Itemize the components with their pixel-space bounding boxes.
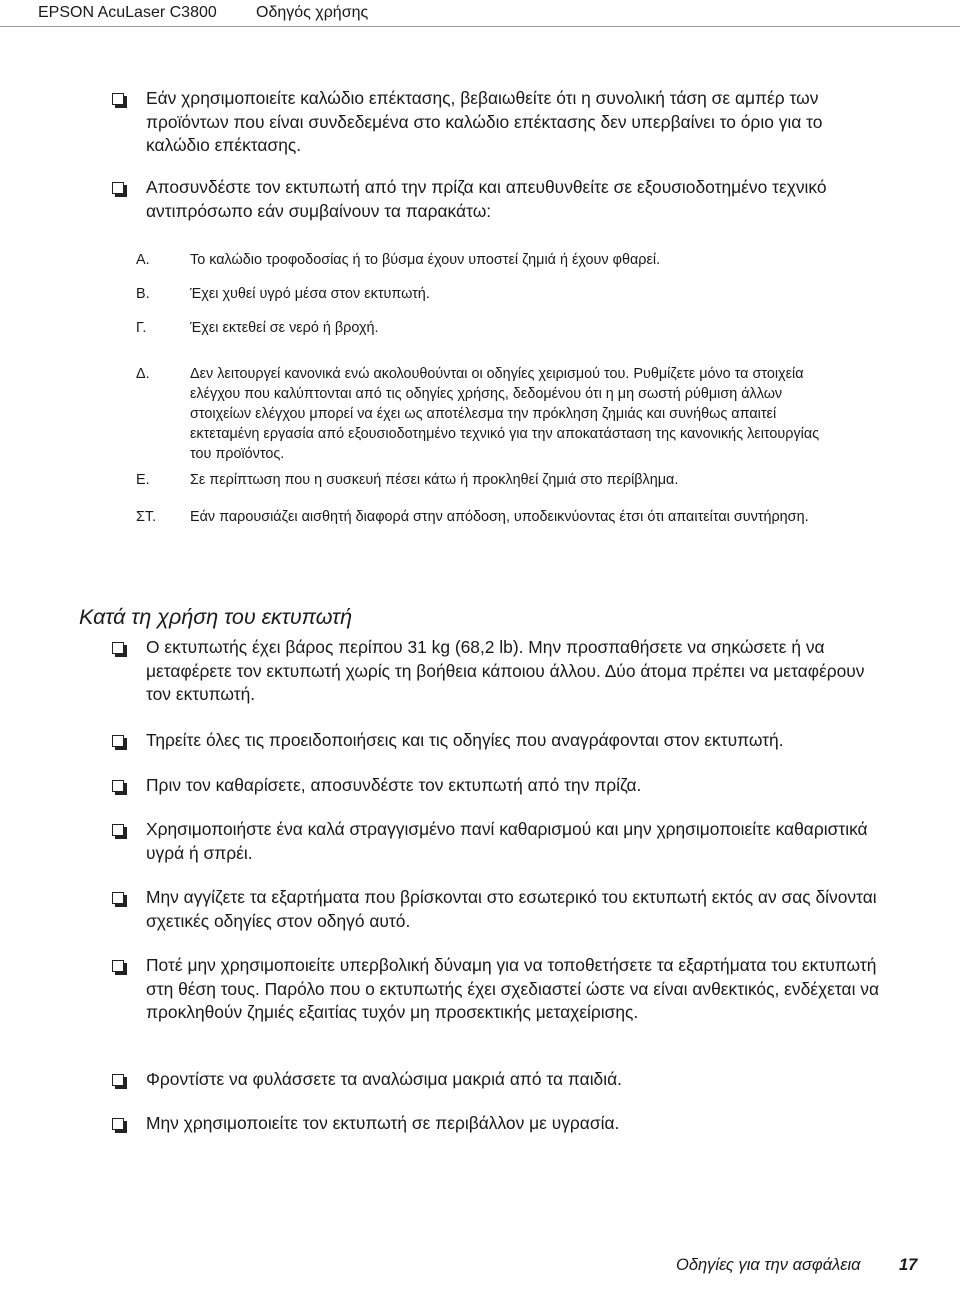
- bullet-text: Τηρείτε όλες τις προειδοποιήσεις και τις οδηγίες που αναγράφονται στον εκτυπωτή.: [146, 730, 784, 750]
- condition-text: Σε περίπτωση που η συσκευή πέσει κάτω ή προκληθεί ζημιά στο περίβλημα.: [190, 472, 679, 488]
- condition-letter: Β.: [136, 286, 150, 302]
- header-guide-title: Οδηγός χρήσης: [256, 4, 369, 21]
- bullet-text: Ποτέ μην χρησιμοποιείτε υπερβολική δύναμη για να τοποθετήσετε τα εξαρτήματα του εκτυπωτή στη θέση τους. Παρόλο που ο εκτυπωτής έχει σχεδιαστεί ώστε να είναι ανθεκτικός, ενδέχεται να προκληθούν ζημιές εξαιτίας τυχόν μη προσεκτικής μεταχείρισης.: [146, 955, 880, 1022]
- bullet-text: Μην αγγίζετε τα εξαρτήματα που βρίσκονται στο εσωτερικό του εκτυπωτή εκτός αν σας δίνονται σχετικές οδηγίες στον οδηγό αυτό.: [146, 887, 877, 931]
- bullet-text: Αποσυνδέστε τον εκτυπωτή από την πρίζα και απευθυνθείτε σε εξουσιοδοτημένο τεχνικό αντιπρόσωπο εάν συμβαίνουν τα παρακάτω:: [146, 177, 827, 221]
- checkbox-bullet-icon: [112, 1074, 124, 1086]
- bullet-text: Εάν χρησιμοποιείτε καλώδιο επέκτασης, βεβαιωθείτε ότι η συνολική τάση σε αμπέρ των προϊόντων που είναι συνδεδεμένα στο καλώδιο επέκτασης δεν υπερβαίνει το όριο για το καλώδιο επέκτασης.: [146, 88, 823, 155]
- condition-text: Έχει εκτεθεί σε νερό ή βροχή.: [190, 320, 379, 336]
- checkbox-bullet-icon: [112, 780, 124, 792]
- footer-section-title: Οδηγίες για την ασφάλεια: [676, 1256, 861, 1274]
- checkbox-bullet-icon: [112, 824, 124, 836]
- section-title: Κατά τη χρήση του εκτυπωτή: [79, 604, 353, 629]
- bullet-text: Φροντίστε να φυλάσσετε τα αναλώσιμα μακριά από τα παιδιά.: [146, 1069, 622, 1089]
- condition-text: Το καλώδιο τροφοδοσίας ή το βύσμα έχουν υποστεί ζημιά ή έχουν φθαρεί.: [190, 252, 661, 268]
- checkbox-bullet-icon: [112, 735, 124, 747]
- checkbox-bullet-icon: [112, 642, 124, 654]
- condition-letter: Α.: [136, 252, 150, 268]
- bullet-text: Μην χρησιμοποιείτε τον εκτυπωτή σε περιβάλλον με υγρασία.: [146, 1113, 620, 1133]
- checkbox-bullet-icon: [112, 182, 124, 194]
- page-header: [0, 0, 960, 27]
- condition-letter: Δ.: [136, 366, 150, 382]
- header-product-name: EPSON AcuLaser C3800: [38, 4, 217, 21]
- condition-text: Εάν παρουσιάζει αισθητή διαφορά στην απόδοση, υποδεικνύοντας έτσι ότι απαιτείται συντήρηση.: [190, 509, 809, 525]
- checkbox-bullet-icon: [112, 93, 124, 105]
- bullet-text: Πριν τον καθαρίσετε, αποσυνδέστε τον εκτυπωτή από την πρίζα.: [146, 775, 642, 795]
- condition-letter: Ε.: [136, 472, 150, 488]
- footer-page-number: 17: [899, 1256, 918, 1274]
- checkbox-bullet-icon: [112, 960, 124, 972]
- bullet-text: Χρησιμοποιήστε ένα καλά στραγγισμένο πανί καθαρισμού και μην χρησιμοποιείτε καθαριστικά υγρά ή σπρέι.: [146, 819, 868, 863]
- checkbox-bullet-icon: [112, 892, 124, 904]
- bullet-text: Ο εκτυπωτής έχει βάρος περίπου 31 kg (68,2 lb). Μην προσπαθήσετε να σηκώσετε ή να μεταφέρετε τον εκτυπωτή χωρίς τη βοήθεια κάποιου άλλου. Δύο άτομα πρέπει να μεταφέρουν τον εκτυπωτή.: [146, 637, 865, 704]
- condition-letter: ΣΤ.: [136, 509, 157, 525]
- condition-text: Δεν λειτουργεί κανονικά ενώ ακολουθούνται οι οδηγίες χειρισμού του. Ρυθμίζετε μόνο τα στοιχεία ελέγχου που καλύπτονται από τις οδηγίες χρήσης, δεδομένου ότι η μη σωστή ρύθμιση άλλων στοιχείων ελέγχου μπορεί να έχει ως αποτέλεσμα την πρόκληση ζημιάς και συνήθως απαιτεί εκτεταμένη εργασία από εξουσιοδοτημένο τεχνικό για την αποκατάσταση της κανονικής λειτουργίας του προϊόντος.: [190, 366, 820, 462]
- condition-text: Έχει χυθεί υγρό μέσα στον εκτυπωτή.: [190, 286, 430, 302]
- condition-letter: Γ.: [136, 320, 147, 336]
- checkbox-bullet-icon: [112, 1118, 124, 1130]
